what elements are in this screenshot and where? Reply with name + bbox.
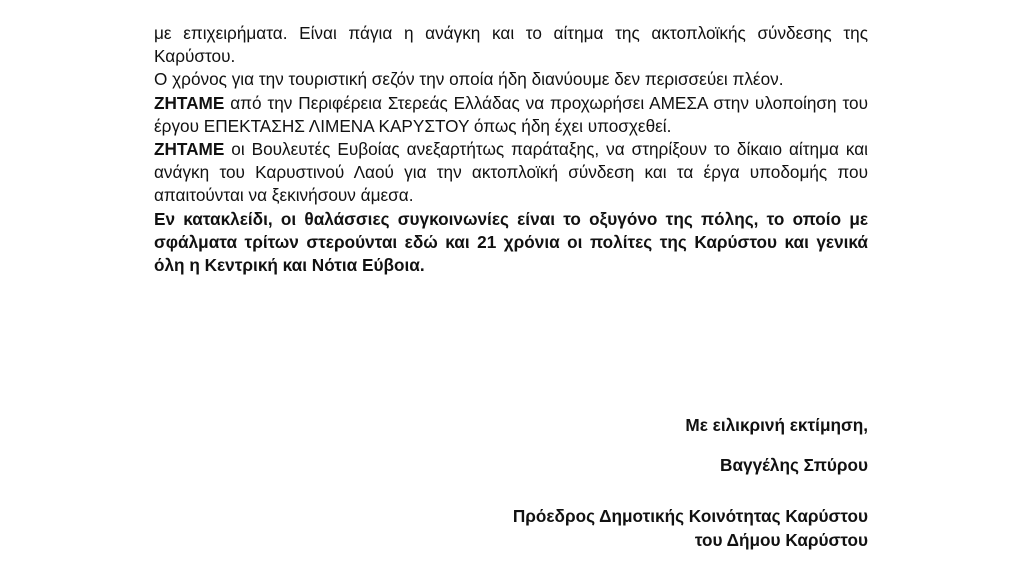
- paragraph-4: [154, 138, 868, 208]
- signature-name: Βαγγέλης Σπύρου: [720, 455, 868, 476]
- paragraph-3: [154, 92, 868, 138]
- paragraph-1: [154, 22, 868, 68]
- paragraph-3-text: από την Περιφέρεια Στερεάς Ελλάδας να προχωρήσει ΑΜΕΣΑ στην υλοποίηση του έργου ΕΠΕΚΤΑΣΗΣ ΛΙΜΕΝΑ ΚΑΡΥΣΤΟΥ όπως ήδη έχει υποσχεθεί.: [154, 92, 868, 136]
- paragraph-1-text: με επιχειρήματα. Είναι πάγια η ανάγκη και το αίτημα της ακτοπλοϊκής σύνδεσης της Καρύστου.: [154, 23, 868, 67]
- paragraph-3-lead: ΖΗΤΑΜΕ: [154, 92, 225, 113]
- signature-title-line-2: του Δήμου Καρύστου: [694, 529, 868, 550]
- letter-body: [154, 22, 868, 277]
- paragraph-4-text: οι Βουλευτές Ευβοίας ανεξαρτήτως παράταξης, να στηρίξουν το δίκαιο αίτημα και ανάγκη του Καρυστινού Λαού για την ακτοπλοϊκή σύνδεση και τα έργα υποδομής που απαιτούνται να ξεκινήσουν άμεσα.: [154, 139, 868, 206]
- signature-title-line-1: Πρόεδρος Δημοτικής Κοινότητας Καρύστου: [512, 506, 868, 527]
- paragraph-2: [154, 68, 868, 91]
- closing-paragraph: Εν κατακλείδι, οι θαλάσσιες συγκοινωνίες είναι το οξυγόνο της πόλης, το οποίο με σφάλματα τρίτων στερούνται εδώ και 21 χρόνια οι πολίτες της Καρύστου και γενικά όλη η Κεντρική και Νότια Εύβοια.: [154, 208, 868, 276]
- signature-greeting: Με ειλικρινή εκτίμηση,: [685, 415, 868, 435]
- paragraph-4-lead: ΖΗΤΑΜΕ: [154, 139, 225, 160]
- signature-block: [513, 414, 868, 552]
- paragraph-2-text: Ο χρόνος για την τουριστική σεζόν την οποία ήδη διανύουμε δεν περισσεύει πλέον.: [154, 69, 784, 90]
